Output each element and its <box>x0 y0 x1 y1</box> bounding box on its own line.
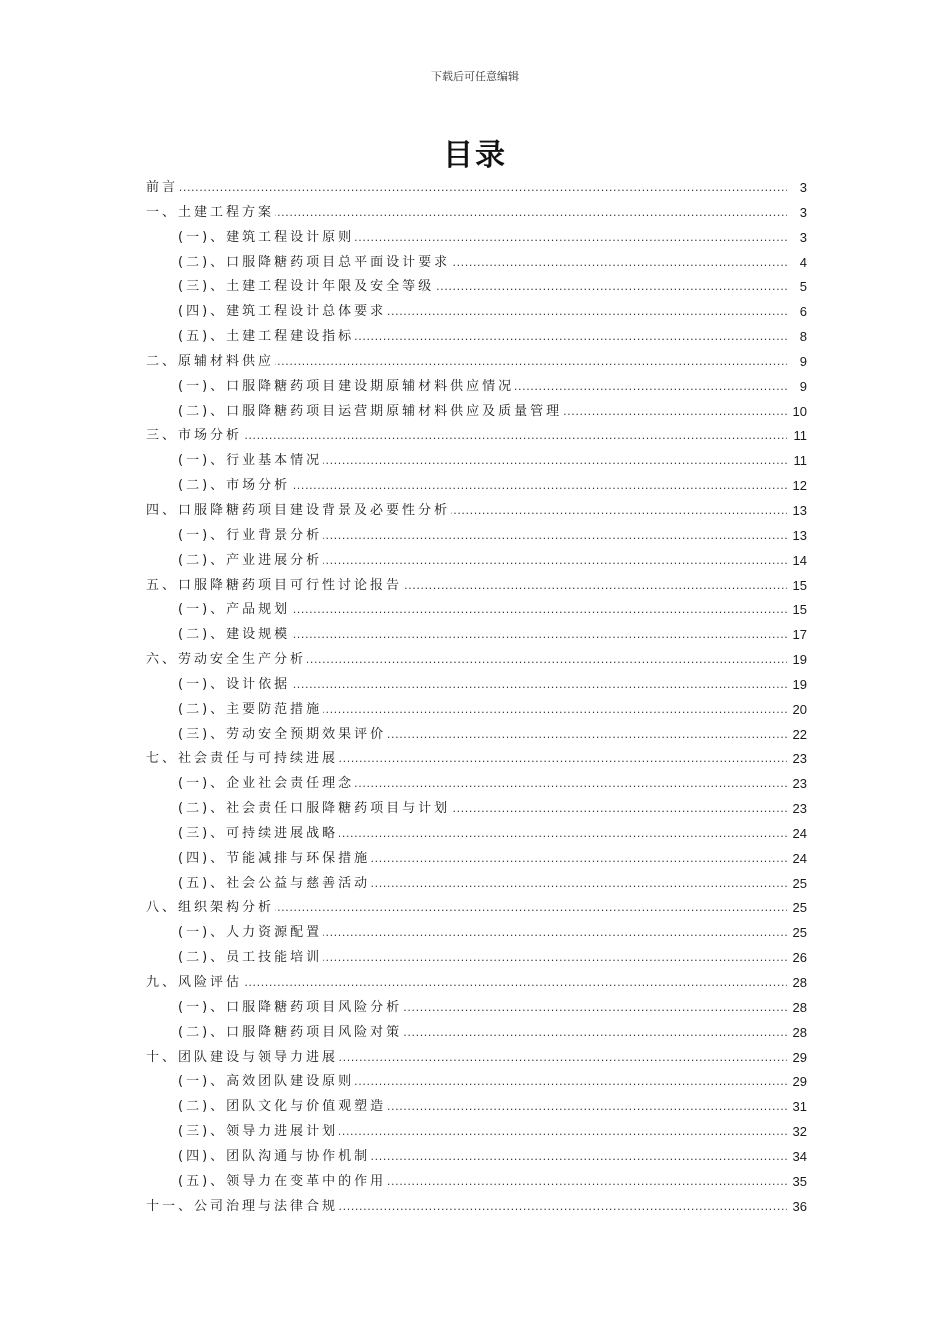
toc-subsection-entry[interactable] <box>146 1070 807 1095</box>
toc-entry-label: (四)、团队沟通与协作机制 <box>178 1148 371 1164</box>
toc-entry-label: (二)、口服降糖药项目运营期原辅材料供应及质量管理 <box>178 403 563 419</box>
toc-page-number: 24 <box>792 847 807 872</box>
toc-title: 目录 <box>443 138 507 173</box>
toc-page-number: 25 <box>792 896 807 921</box>
toc-subsection-entry[interactable] <box>146 872 807 897</box>
toc-page-number: 32 <box>792 1120 807 1145</box>
toc-entry-label: (一)、口服降糖药项目建设期原辅材料供应情况 <box>178 378 515 394</box>
toc-page-number: 9 <box>799 350 807 375</box>
toc-subsection-entry[interactable] <box>146 300 807 325</box>
toc-subsection-entry[interactable] <box>146 375 807 400</box>
toc-page-number: 28 <box>792 996 807 1021</box>
toc-subsection-entry[interactable] <box>146 400 807 425</box>
toc-page-number: 3 <box>799 176 807 201</box>
table-of-contents <box>146 176 807 1219</box>
toc-entry-label: (一)、建筑工程设计原则 <box>178 229 355 245</box>
toc-subsection-entry[interactable] <box>146 251 807 276</box>
toc-entry-label: (二)、口服降糖药项目总平面设计要求 <box>178 254 451 270</box>
toc-page-number: 35 <box>792 1170 807 1195</box>
toc-page-number: 6 <box>799 300 807 325</box>
toc-section-entry[interactable] <box>146 747 807 772</box>
toc-page-number: 3 <box>799 226 807 251</box>
toc-page-number: 12 <box>792 474 807 499</box>
toc-page-number: 24 <box>792 822 807 847</box>
toc-subsection-entry[interactable] <box>146 698 807 723</box>
toc-subsection-entry[interactable] <box>146 822 807 847</box>
dot-leader <box>146 176 787 201</box>
toc-section-entry[interactable] <box>146 574 807 599</box>
toc-entry-label: 三、市场分析 <box>146 428 243 444</box>
toc-page-number: 5 <box>799 275 807 300</box>
toc-entry-label: (二)、主要防范措施 <box>178 701 323 717</box>
toc-section-entry[interactable] <box>146 201 807 226</box>
toc-entry-label: (二)、建设规模 <box>178 627 291 643</box>
toc-subsection-entry[interactable] <box>146 673 807 698</box>
toc-page-number: 15 <box>792 598 807 623</box>
toc-subsection-entry[interactable] <box>146 723 807 748</box>
toc-entry-label: 十、团队建设与领导力进展 <box>146 1049 339 1065</box>
toc-page-number: 25 <box>792 872 807 897</box>
toc-page-number: 13 <box>792 499 807 524</box>
toc-subsection-entry[interactable] <box>146 325 807 350</box>
header-note: 下载后可任意编辑 <box>431 70 519 83</box>
toc-entry-label: (一)、口服降糖药项目风险分析 <box>178 999 403 1015</box>
toc-entry-label: 九、风险评估 <box>146 975 243 990</box>
toc-page-number: 19 <box>792 673 807 698</box>
toc-subsection-entry[interactable] <box>146 1170 807 1195</box>
toc-entry-label: (三)、可持续进展战略 <box>178 825 339 841</box>
toc-section-entry[interactable] <box>146 350 807 375</box>
toc-subsection-entry[interactable] <box>146 1145 807 1170</box>
toc-page-number: 36 <box>792 1195 807 1220</box>
toc-page-number: 28 <box>792 971 807 996</box>
toc-entry-label: 七、社会责任与可持续进展 <box>146 751 339 767</box>
toc-entry-label: (四)、建筑工程设计总体要求 <box>178 304 387 320</box>
toc-section-entry[interactable] <box>146 499 807 524</box>
toc-subsection-entry[interactable] <box>146 1021 807 1046</box>
toc-page-number: 22 <box>792 723 807 748</box>
toc-section-entry[interactable] <box>146 1195 807 1220</box>
toc-entry-label: (一)、高效团队建设原则 <box>178 1074 355 1090</box>
toc-entry-label: (一)、人力资源配置 <box>178 925 323 941</box>
toc-entry-label: (三)、领导力进展计划 <box>178 1124 339 1140</box>
toc-subsection-entry[interactable] <box>146 946 807 971</box>
toc-subsection-entry[interactable] <box>146 772 807 797</box>
toc-entry-label: (五)、领导力在变革中的作用 <box>178 1173 387 1189</box>
toc-entry-label: 一、土建工程方案 <box>146 204 275 220</box>
toc-entry-label: 前言 <box>146 180 179 195</box>
toc-subsection-entry[interactable] <box>146 921 807 946</box>
toc-subsection-entry[interactable] <box>146 847 807 872</box>
toc-page-number: 29 <box>792 1070 807 1095</box>
toc-subsection-entry[interactable] <box>146 549 807 574</box>
toc-section-entry[interactable] <box>146 1046 807 1071</box>
toc-subsection-entry[interactable] <box>146 275 807 300</box>
toc-subsection-entry[interactable] <box>146 797 807 822</box>
toc-entry-label: (三)、土建工程设计年限及安全等级 <box>178 279 435 295</box>
toc-subsection-entry[interactable] <box>146 1120 807 1145</box>
toc-section-entry[interactable] <box>146 424 807 449</box>
toc-subsection-entry[interactable] <box>146 623 807 648</box>
toc-entry-label: 十一、公司治理与法律合规 <box>146 1198 339 1214</box>
toc-entry-label: (二)、口服降糖药项目风险对策 <box>178 1024 403 1040</box>
toc-subsection-entry[interactable] <box>146 226 807 251</box>
toc-entry-label: (三)、劳动安全预期效果评价 <box>178 726 387 742</box>
toc-page-number: 31 <box>792 1095 807 1120</box>
toc-entry-label: 六、劳动安全生产分析 <box>146 652 307 668</box>
toc-page-number: 23 <box>792 747 807 772</box>
toc-page-number: 19 <box>792 648 807 673</box>
toc-page-number: 11 <box>793 449 808 474</box>
toc-page-number: 13 <box>792 524 807 549</box>
toc-page-number: 34 <box>792 1145 807 1170</box>
toc-page-number: 8 <box>799 325 807 350</box>
toc-section-entry[interactable] <box>146 896 807 921</box>
toc-page-number: 15 <box>792 574 807 599</box>
toc-entry-label: 二、原辅材料供应 <box>146 353 275 369</box>
toc-page-number: 25 <box>792 921 807 946</box>
toc-subsection-entry[interactable] <box>146 598 807 623</box>
toc-entry-label: (一)、产品规划 <box>178 602 291 618</box>
toc-entry-label: (一)、设计依据 <box>178 676 291 692</box>
toc-page-number: 4 <box>799 251 807 276</box>
toc-page-number: 23 <box>792 797 807 822</box>
toc-entry-label: (二)、社会责任口服降糖药项目与计划 <box>178 801 451 817</box>
toc-entry-label: (五)、土建工程建设指标 <box>178 329 355 345</box>
toc-subsection-entry[interactable] <box>146 474 807 499</box>
toc-page-number: 26 <box>792 946 807 971</box>
toc-subsection-entry[interactable] <box>146 996 807 1021</box>
toc-page-number: 28 <box>792 1021 807 1046</box>
toc-entry-label: (二)、市场分析 <box>178 478 291 494</box>
toc-entry-label: 四、口服降糖药项目建设背景及必要性分析 <box>146 502 451 518</box>
toc-page-number: 17 <box>792 623 807 648</box>
toc-page-number: 29 <box>792 1046 807 1071</box>
toc-entry-label: 八、组织架构分析 <box>146 900 275 916</box>
toc-subsection-entry[interactable] <box>146 1095 807 1120</box>
toc-section-entry[interactable] <box>146 971 807 996</box>
toc-subsection-entry[interactable] <box>146 524 807 549</box>
toc-page-number: 3 <box>799 201 807 226</box>
toc-entry-label: 五、口服降糖药项目可行性讨论报告 <box>146 577 403 593</box>
toc-page-number: 20 <box>792 698 807 723</box>
toc-entry-label: (二)、团队文化与价值观塑造 <box>178 1099 387 1115</box>
toc-page-number: 11 <box>793 424 808 449</box>
toc-page-number: 9 <box>799 375 807 400</box>
toc-entry-label: (二)、产业进展分析 <box>178 552 323 568</box>
toc-page-number: 10 <box>792 400 807 425</box>
toc-entry-label: (二)、员工技能培训 <box>178 950 323 966</box>
toc-page-number: 14 <box>792 549 807 574</box>
toc-entry-label: (五)、社会公益与慈善活动 <box>178 875 371 891</box>
toc-entry-label: (四)、节能减排与环保措施 <box>178 850 371 866</box>
toc-entry-label: (一)、行业背景分析 <box>178 527 323 543</box>
toc-section-entry[interactable] <box>146 648 807 673</box>
toc-page-number: 23 <box>792 772 807 797</box>
toc-section-entry[interactable] <box>146 176 807 201</box>
toc-entry-label: (一)、企业社会责任理念 <box>178 776 355 792</box>
toc-entry-label: (一)、行业基本情况 <box>178 453 323 469</box>
toc-subsection-entry[interactable] <box>146 449 807 474</box>
